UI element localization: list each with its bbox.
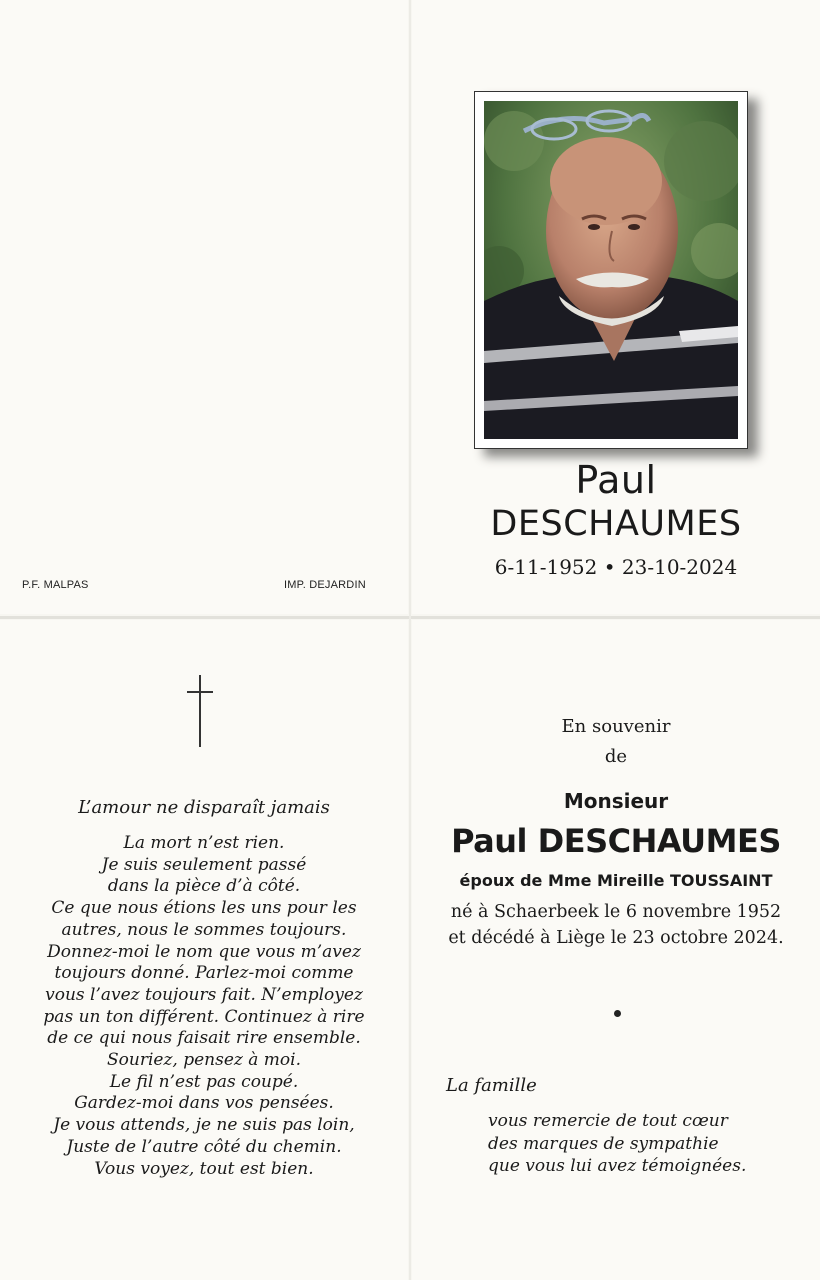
in-memory-heading: En souvenir bbox=[561, 716, 671, 737]
poem-line: La mort n’est rien. bbox=[123, 833, 285, 853]
poem-line: Je suis seulement passé bbox=[101, 854, 307, 875]
poem-title: L’amour ne disparaît jamais bbox=[78, 797, 330, 818]
poem-line: Je vous attends, je ne suis pas loin, bbox=[53, 1115, 355, 1136]
photo-frame bbox=[474, 91, 748, 449]
poem-line: autres, nous le sommes toujours. bbox=[61, 919, 347, 940]
funeral-home-imprint: P.F. MALPAS bbox=[22, 579, 89, 591]
birth-date: 6-11-1952 bbox=[494, 555, 598, 579]
thanks-line: vous remercie de tout cœur bbox=[488, 1111, 728, 1131]
poem-line: pas un ton différent. Continuez à rire bbox=[43, 1006, 365, 1027]
birth-line: né à Schaerbeek le 6 novembre 1952 bbox=[450, 902, 782, 922]
honorific: Monsieur bbox=[563, 789, 669, 813]
poem-line: Gardez-moi dans vos pensées. bbox=[74, 1093, 334, 1114]
poem-line: dans la pièce d’à côté. bbox=[107, 876, 301, 897]
poem-line: de ce qui nous faisait rire ensemble. bbox=[47, 1028, 361, 1049]
front-last-name: DESCHAUMES bbox=[490, 504, 742, 544]
thanks-line: des marques de sympathie bbox=[488, 1133, 719, 1154]
thanks-message bbox=[488, 1110, 746, 1178]
poem-line: Donnez-moi le nom que vous m’avez bbox=[47, 941, 361, 962]
thanks-line: que vous lui avez témoignées. bbox=[488, 1156, 747, 1176]
vertical-fold-divider bbox=[409, 0, 411, 1280]
cross-icon-bar bbox=[187, 691, 213, 693]
poem-line: vous l’avez toujours fait. N’employez bbox=[45, 984, 363, 1005]
poem-body bbox=[0, 833, 408, 1180]
poem-line: Ce que nous étions les uns pour les bbox=[51, 898, 357, 919]
panel-back-cover bbox=[0, 0, 408, 614]
bullet-divider bbox=[614, 1010, 621, 1017]
poem-line: Le fil n’est pas coupé. bbox=[109, 1071, 299, 1092]
cross-icon bbox=[199, 675, 201, 747]
poem-line: Vous voyez, tout est bien. bbox=[94, 1158, 314, 1179]
printer-imprint: IMP. DEJARDIN bbox=[284, 579, 366, 591]
poem-line: Juste de l’autre côté du chemin. bbox=[66, 1136, 342, 1157]
date-separator: • bbox=[603, 555, 616, 579]
life-dates bbox=[412, 555, 820, 579]
family-signature: La famille bbox=[446, 1075, 537, 1096]
in-memory-of: de bbox=[604, 746, 628, 767]
spouse-line: époux de Mme Mireille TOUSSAINT bbox=[459, 871, 773, 890]
poem-line: Souriez, pensez à moi. bbox=[107, 1050, 301, 1071]
deceased-full-name: Paul DESCHAUMES bbox=[451, 822, 781, 860]
portrait-photo-icon bbox=[484, 101, 738, 439]
front-first-name: Paul bbox=[575, 458, 657, 502]
poem-line: toujours donné. Parlez-moi comme bbox=[54, 963, 354, 984]
death-date: 23-10-2024 bbox=[621, 555, 738, 579]
death-line: et décédé à Liège le 23 octobre 2024. bbox=[448, 928, 784, 948]
